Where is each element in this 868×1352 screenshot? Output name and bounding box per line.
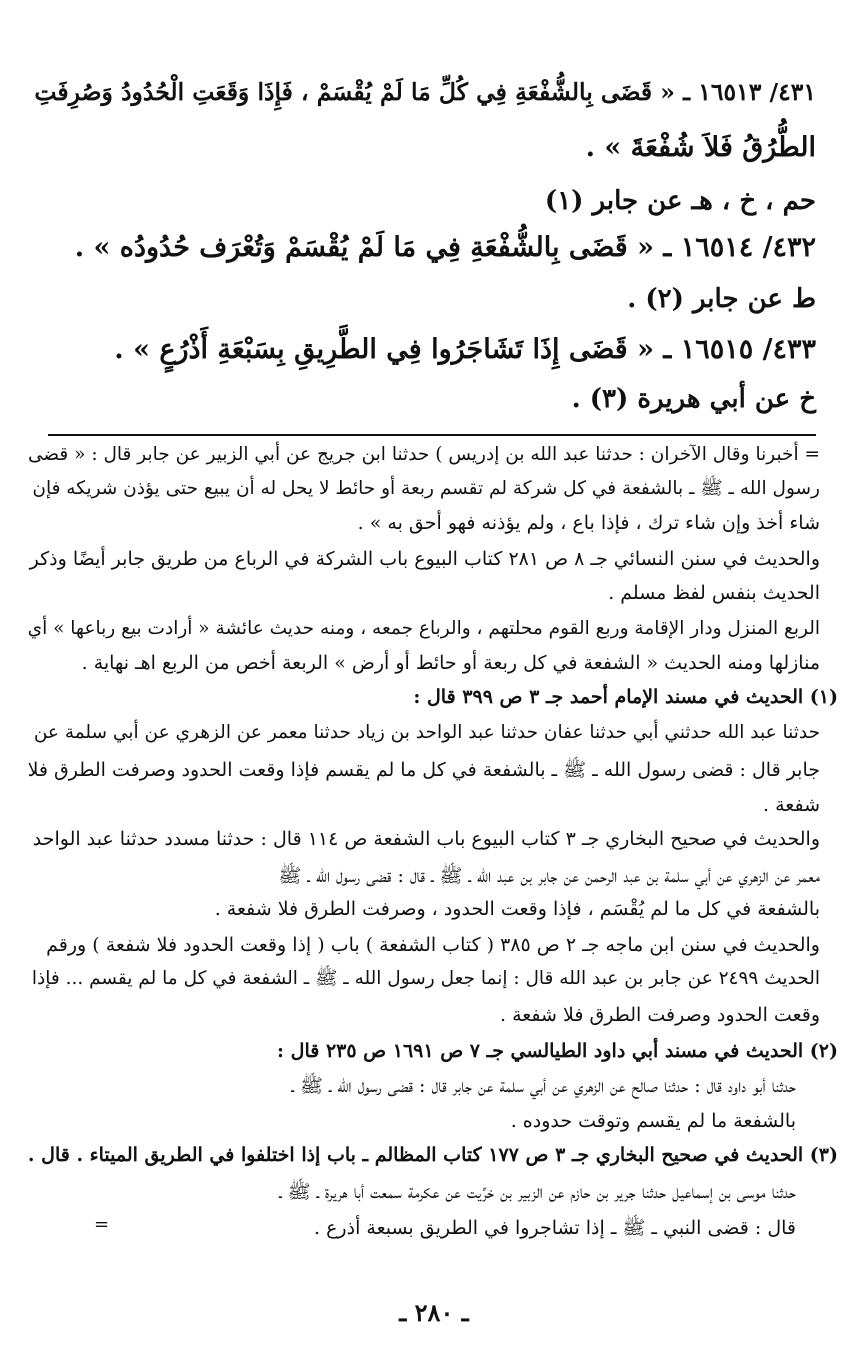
footnote-line: حدثنا موسى بن إسماعيل حدثنا جرير بن حازم عن الزبير بن خرِّيت عن عكرمة سمعت أبا هريرة ـ ﷺ ـ [279, 1181, 796, 1203]
footnote-1-heading: (١) الحديث في مسند الإمام أحمد جـ ٣ ص ٣٩٩ قال : [413, 686, 838, 708]
footnote-line: = أخبرنا وقال الآخران : حدثنا عبد الله بن إدريس ) حدثنا ابن جريج عن أبي الزبير عن جابر قال : « قضى [27, 444, 820, 465]
footnote-line: شفعة . [763, 794, 820, 816]
continuation-mark: = [94, 1214, 110, 1235]
hadith-431-line-1: ٤٣١/ ١٦٥١٣ ـ « قَضَى بِالشُّفْعَةِ فِي كُلِّ مَا لَمْ يُقْسَمْ ، فَإِذَا وَقَعَتِ الْحُدُودُ وَصُرِفَتِ [34, 78, 816, 106]
hadith-432-line-1: ٤٣٢/ ١٦٥١٤ ـ « قَضَى بِالشُّفْعَةِ فِي مَا لَمْ يُقْسَمْ وَتُعْرَف حُدُودُه » . [74, 232, 816, 263]
page-number: ـ ٢٨٠ ـ [399, 1298, 469, 1327]
footnote-line: حدثنا أبو داود قال : حدثنا صالح عن الزهري عن أبي سلمة عن جابر قال : قضى رسول الله ـ ﷺ ـ [291, 1075, 796, 1097]
footnote-divider [48, 434, 816, 436]
footnote-line: والحديث في سنن النسائي جـ ٨ ص ٢٨١ كتاب البيوع باب الشركة في الرباع من طريق جابر أيضًا وذكر [29, 548, 820, 570]
hadith-433-source: خ عن أبي هريرة (٣) . [571, 384, 816, 414]
hadith-432-source: ط عن جابر (٢) . [627, 284, 816, 314]
footnote-line: شاء أخذ وإن شاء ترك ، فإذا باع ، ولم يؤذنه فهو أحق به » . [357, 512, 820, 534]
footnote-2-heading: (٢) الحديث في مسند أبي داود الطيالسي جـ ٧ ص ١٦٩١ ص ٢٣٥ قال : [277, 1040, 838, 1062]
footnote-line: رسول الله ـ ﷺ ـ بالشفعة في كل شركة لم تقسم ربعة أو حائط لا يحل له أن يبيع حتى يؤذن شريكه فإن [32, 478, 820, 499]
hadith-433-line-1: ٤٣٣/ ١٦٥١٥ ـ « قَضَى إِذَا تَشَاجَرُوا فِي الطَّرِيقِ بِسَبْعَةِ أَذْرُعٍ » . [114, 334, 816, 365]
footnote-line: حدثنا عبد الله حدثني أبي حدثنا عفان حدثنا عبد الواحد بن زياد حدثنا معمر عن الزهري عن أبي سلمة عن [33, 722, 820, 743]
footnote-line: الحديث بنفس لفظ مسلم . [608, 582, 820, 604]
footnote-line: بالشفعة في كل ما لم يُقْسَم ، فإذا وقعت الحدود ، وصرفت الطرق فلا شفعة . [214, 898, 820, 920]
footnote-line: الحديث ٢٤٩٩ عن جابر بن عبد الله قال : إنما جعل رسول الله ـ ﷺ ـ الشفعة في كل ما لم يقسم ... فإذا [31, 968, 820, 989]
footnote-line: جابر قال : قضى رسول الله ـ ﷺ ـ بالشفعة في كل ما لم يقسم فإذا وقعت الحدود وصرفت الطرق فلا [27, 759, 820, 781]
footnote-line: قال : قضى النبي ـ ﷺ ـ إذا تشاجروا في الطريق بسبعة أذرع . [314, 1217, 796, 1239]
hadith-431-line-2: الطُّرُقُ فَلاَ شُفْعَةَ » . [585, 132, 816, 163]
footnote-line: بالشفعة ما لم يقسم وتوقت حدوده . [510, 1110, 796, 1132]
footnote-line: الربع المنزل ودار الإقامة وربع القوم محلتهم ، والرباع جمعه ، ومنه حديث عائشة « أرادت بيع رباعها » أي [27, 618, 820, 639]
footnote-line: منازلها ومنه الحديث « الشفعة في كل ربعة أو حائط أو أرض » الربعة أخص من الربع اهـ نهاية . [81, 652, 820, 674]
footnote-line: والحديث في صحيح البخاري جـ ٣ كتاب البيوع باب الشفعة ص ١١٤ قال : حدثنا مسدد حدثنا عبد الواحد [32, 828, 820, 850]
hadith-431-source: حم ، خ ، هـ عن جابر (١) [544, 186, 816, 216]
footnote-line: والحديث في سنن ابن ماجه جـ ٢ ص ٣٨٥ ( كتاب الشفعة ) باب ( إذا وقعت الحدود فلا شفعة ) ورقم [46, 934, 820, 956]
footnote-line: وقعت الحدود وصرفت الطرق فلا شفعة . [499, 1004, 820, 1026]
footnote-3-heading: (٣) الحديث في صحيح البخاري جـ ٣ ص ١٧٧ كتاب المظالم ـ باب إذا اختلفوا في الطريق الميتاء . قال . [27, 1144, 838, 1166]
footnote-line: معمر عن الزهري عن أبي سلمة بن عبد الرحمن عن جابر بن عبد الله ـ ﷺ ـ قال : قضى رسول الله ـ ﷺ [278, 865, 820, 887]
